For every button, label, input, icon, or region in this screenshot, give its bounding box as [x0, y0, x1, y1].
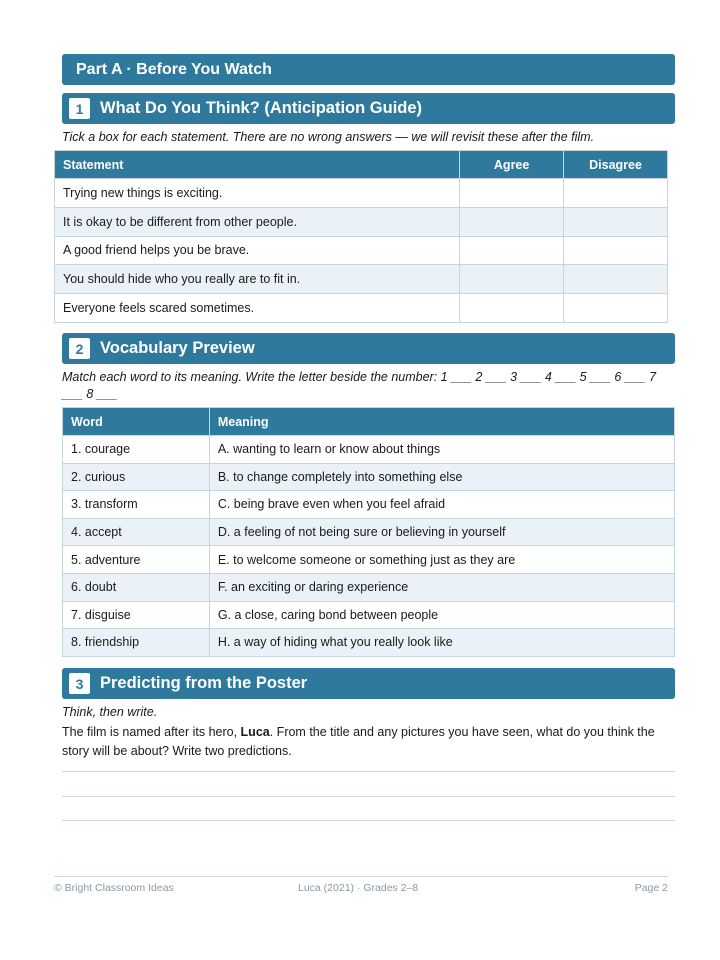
table-header-row: [55, 151, 668, 179]
section-number-badge: 3: [69, 673, 90, 694]
film-hero-name: Luca: [240, 725, 270, 739]
agree-tick-box[interactable]: [460, 207, 564, 236]
prediction-prompt: [62, 723, 675, 761]
column-header-meaning: Meaning: [209, 408, 674, 436]
table-row: [55, 294, 668, 323]
table-row: [63, 491, 675, 519]
section-title: Vocabulary Preview: [100, 339, 255, 357]
word-cell: 8. friendship: [63, 629, 210, 657]
table-row: [63, 601, 675, 629]
table-row: [55, 265, 668, 294]
section-2-header: [62, 333, 675, 364]
statement-cell: Trying new things is exciting.: [55, 179, 460, 208]
agree-tick-box[interactable]: [460, 236, 564, 265]
disagree-tick-box[interactable]: [564, 294, 668, 323]
table-row: [55, 207, 668, 236]
vocabulary-table: [62, 407, 675, 657]
meaning-cell: H. a way of hiding what you really look like: [209, 629, 674, 657]
column-header-agree: Agree: [460, 151, 564, 179]
disagree-tick-box[interactable]: [564, 207, 668, 236]
disagree-tick-box[interactable]: [564, 236, 668, 265]
writing-line[interactable]: [62, 796, 675, 797]
word-cell: 6. doubt: [63, 573, 210, 601]
table-row: [63, 573, 675, 601]
meaning-cell: G. a close, caring bond between people: [209, 601, 674, 629]
word-cell: 5. adventure: [63, 546, 210, 574]
footer-copyright: © Bright Classroom Ideas: [54, 882, 174, 894]
footer-title: Luca (2021) · Grades 2–8: [298, 882, 419, 894]
word-cell: 3. transform: [63, 491, 210, 519]
disagree-tick-box[interactable]: [564, 265, 668, 294]
meaning-cell: E. to welcome someone or something just as they are: [209, 546, 674, 574]
part-header: [62, 54, 675, 85]
section-title: Predicting from the Poster: [100, 674, 308, 692]
statement-cell: A good friend helps you be brave.: [55, 236, 460, 265]
word-cell: 4. accept: [63, 518, 210, 546]
section-1-header: [62, 93, 675, 124]
table-row: [63, 629, 675, 657]
table-row: [55, 179, 668, 208]
statement-cell: You should hide who you really are to fit in.: [55, 265, 460, 294]
writing-line[interactable]: [62, 820, 675, 821]
table-row: [63, 436, 675, 464]
meaning-cell: B. to change completely into something else: [209, 463, 674, 491]
disagree-tick-box[interactable]: [564, 179, 668, 208]
section-number-badge: 1: [69, 98, 90, 119]
word-cell: 1. courage: [63, 436, 210, 464]
table-header-row: [63, 408, 675, 436]
agree-tick-box[interactable]: [460, 265, 564, 294]
statement-cell: It is okay to be different from other people.: [55, 207, 460, 236]
table-row: [63, 518, 675, 546]
section-3-header: [62, 668, 675, 699]
agree-tick-box[interactable]: [460, 294, 564, 323]
table-row: [63, 463, 675, 491]
meaning-cell: F. an exciting or daring experience: [209, 573, 674, 601]
word-cell: 2. curious: [63, 463, 210, 491]
section-title: What Do You Think? (Anticipation Guide): [100, 99, 423, 117]
writing-line[interactable]: [62, 771, 675, 772]
footer-divider: [54, 876, 668, 877]
meaning-cell: D. a feeling of not being sure or believing in yourself: [209, 518, 674, 546]
section-3-instruction: Think, then write.: [62, 705, 158, 719]
section-1-instruction: Tick a box for each statement. There are no wrong answers — we will revisit these after the film.: [62, 130, 595, 144]
table-row: [63, 546, 675, 574]
section-number-badge: 2: [69, 338, 90, 359]
word-cell: 7. disguise: [63, 601, 210, 629]
meaning-cell: C. being brave even when you feel afraid: [209, 491, 674, 519]
section-2-instruction: Match each word to its meaning. Write the letter beside the number: 1 ___ 2 ___ 3 ___ 4 ___ 5 ___ 6 ___ 7 ___ 8 ___: [62, 370, 657, 401]
prompt-text-end: . From the title and any pictures you have seen, what do you think the story will be about? Write two predictions.: [62, 725, 655, 758]
column-header-word: Word: [63, 408, 210, 436]
meaning-cell: A. wanting to learn or know about things: [209, 436, 674, 464]
column-header-statement: Statement: [55, 151, 460, 179]
agree-tick-box[interactable]: [460, 179, 564, 208]
column-header-disagree: Disagree: [564, 151, 668, 179]
page-number: Page 2: [634, 882, 668, 894]
table-row: [55, 236, 668, 265]
statement-cell: Everyone feels scared sometimes.: [55, 294, 460, 323]
anticipation-guide-table: [54, 150, 668, 323]
prompt-text-start: The film is named after its hero,: [62, 725, 241, 739]
part-title: Part A · Before You Watch: [76, 60, 272, 78]
